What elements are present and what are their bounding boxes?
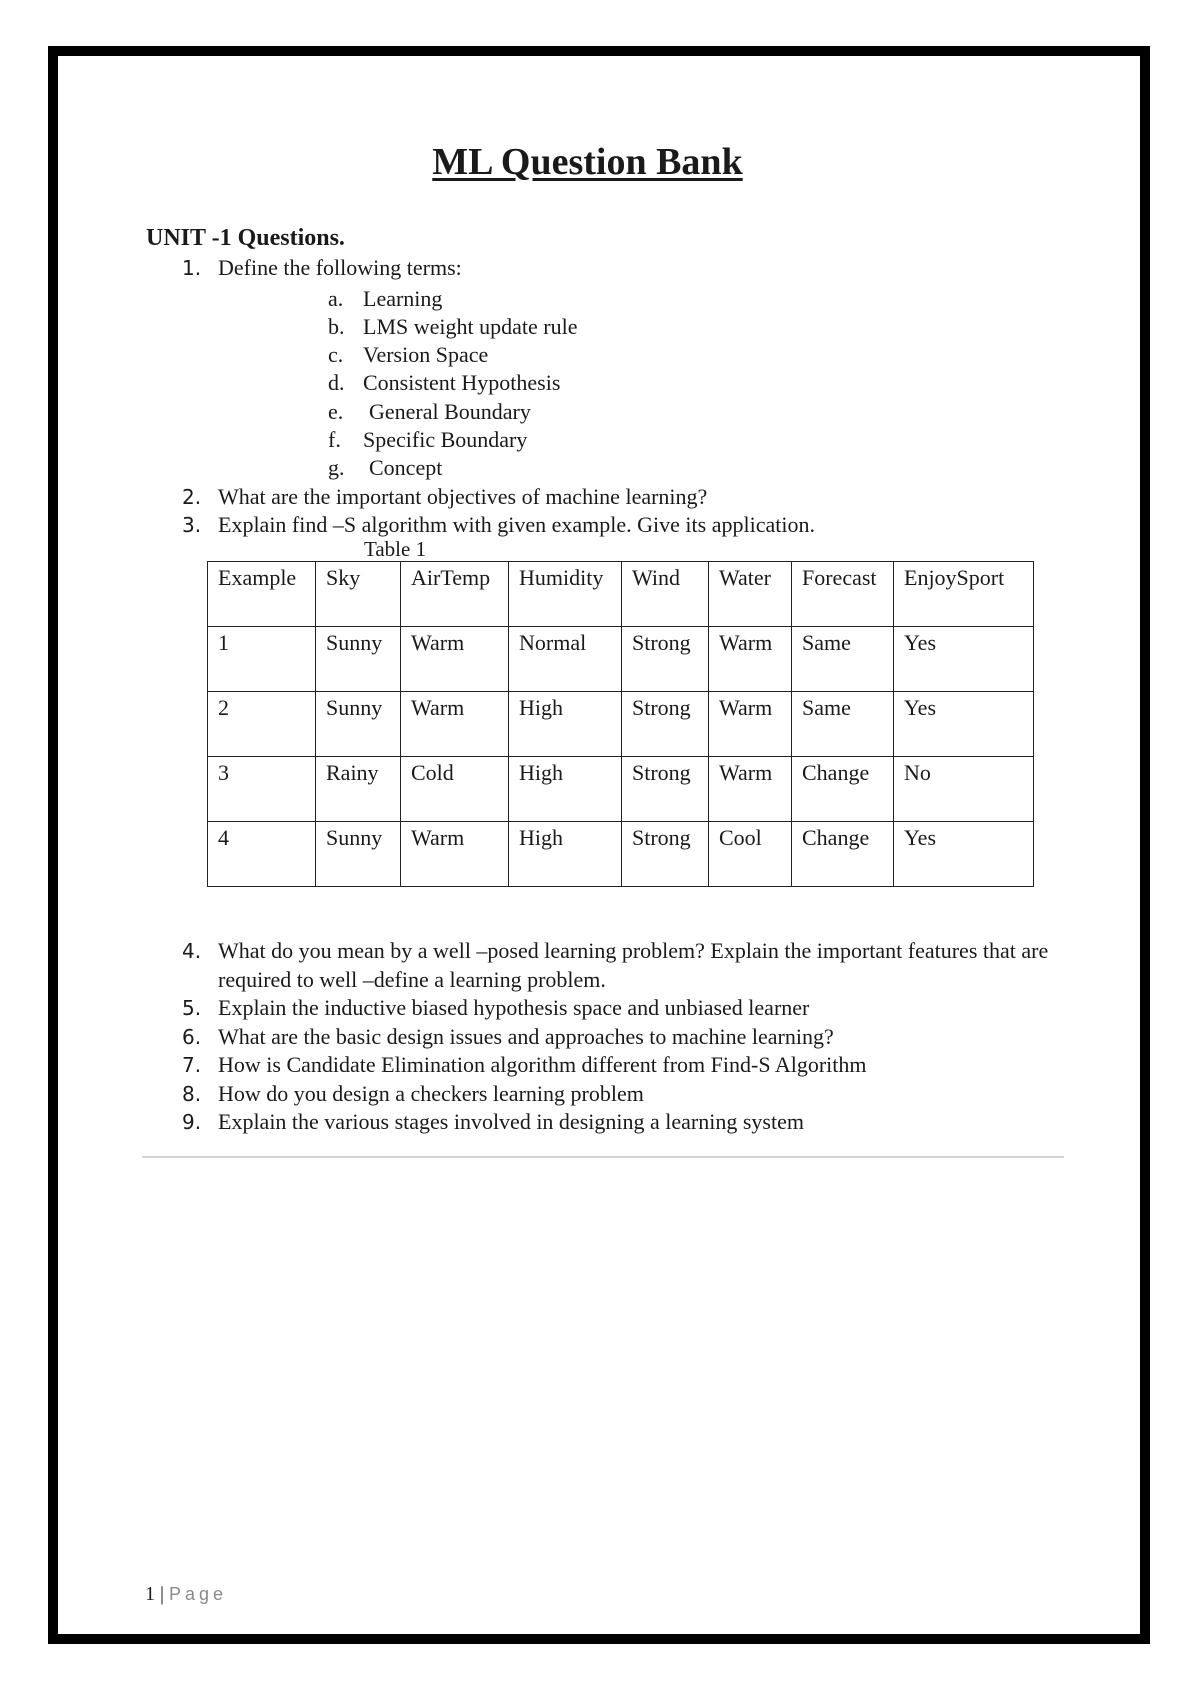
- table-header-cell: AirTemp: [401, 562, 509, 627]
- term-text: Version Space: [363, 342, 489, 368]
- term-letter: g.: [328, 455, 345, 481]
- term-letter: f.: [328, 426, 341, 452]
- table-cell: Cold: [401, 757, 509, 822]
- table-cell: Strong: [622, 822, 709, 887]
- table-cell: Normal: [509, 627, 622, 692]
- table-cell: 2: [208, 692, 316, 757]
- question-item: [146, 1080, 1066, 1109]
- table-header-cell: Forecast: [792, 562, 894, 627]
- question-number: 5.: [182, 996, 202, 1020]
- term-text: Learning: [363, 285, 443, 311]
- term-item: [218, 369, 1066, 397]
- term-item: [218, 285, 1066, 313]
- page-title: ML Question Bank: [432, 141, 743, 183]
- table-row: [208, 627, 1034, 692]
- term-text: Specific Boundary: [363, 426, 528, 452]
- question-text: Explain find –S algorithm with given example. Give its application.: [218, 512, 815, 538]
- term-item: [218, 313, 1066, 341]
- table-header-cell: Example: [208, 562, 316, 627]
- question-list-top: [146, 254, 1066, 540]
- table-cell: Rainy: [316, 757, 401, 822]
- table-cell: Same: [792, 692, 894, 757]
- question-text: What do you mean by a well –posed learning problem? Explain the important features that are required to well –define a learning problem.: [218, 938, 1049, 992]
- section-divider: [142, 1156, 1064, 1158]
- table-caption: Table 1: [364, 537, 427, 561]
- footer-separator: |: [160, 1583, 165, 1605]
- question-number: 4.: [182, 939, 202, 963]
- question-text: What are the important objectives of machine learning?: [218, 483, 708, 509]
- table-cell: 1: [208, 627, 316, 692]
- table-cell: Change: [792, 757, 894, 822]
- term-letter: b.: [328, 313, 345, 339]
- table-cell: Warm: [709, 692, 792, 757]
- question-text: Explain the various stages involved in designing a learning system: [218, 1109, 804, 1134]
- question-number: 8.: [182, 1081, 202, 1106]
- term-text: Concept: [369, 455, 443, 481]
- table-header-cell: Humidity: [509, 562, 622, 627]
- term-text: LMS weight update rule: [363, 313, 578, 339]
- term-item: [218, 341, 1066, 369]
- table-header-cell: Water: [709, 562, 792, 627]
- question-number: 1.: [182, 256, 202, 280]
- question-number: 6.: [182, 1024, 202, 1049]
- table-cell: Yes: [894, 692, 1034, 757]
- question-item: [146, 483, 1066, 512]
- table-cell: Warm: [709, 627, 792, 692]
- table-row: [208, 757, 1034, 822]
- unit-heading: UNIT -1 Questions.: [146, 225, 345, 251]
- table-row: [208, 822, 1034, 887]
- question-item: [146, 1108, 1066, 1137]
- page-footer: [145, 1583, 227, 1606]
- table-cell: Strong: [622, 627, 709, 692]
- question-text: Explain the inductive biased hypothesis space and unbiased learner: [218, 995, 810, 1020]
- table-cell: Sunny: [316, 627, 401, 692]
- question-number: 3.: [182, 513, 202, 538]
- question-item: [146, 254, 1066, 483]
- table-cell: 4: [208, 822, 316, 887]
- training-examples-table: [207, 561, 1034, 887]
- term-text: General Boundary: [369, 398, 531, 424]
- question-item: [146, 937, 1066, 994]
- table-cell: Sunny: [316, 822, 401, 887]
- term-item: [218, 398, 1066, 426]
- table-cell: High: [509, 822, 622, 887]
- term-text: Consistent Hypothesis: [363, 370, 561, 396]
- term-letter: e.: [328, 398, 344, 424]
- table-cell: High: [509, 757, 622, 822]
- table-cell: Warm: [709, 757, 792, 822]
- question-number: 7.: [182, 1053, 202, 1077]
- table-cell: Sunny: [316, 692, 401, 757]
- question-list-bottom: [146, 937, 1066, 1137]
- term-item: [218, 426, 1066, 454]
- table-cell: Warm: [401, 627, 509, 692]
- term-item: [218, 454, 1066, 482]
- term-list: [218, 285, 1066, 483]
- term-letter: a.: [328, 285, 344, 311]
- table-cell: Change: [792, 822, 894, 887]
- table-cell: Strong: [622, 757, 709, 822]
- question-item: [146, 1051, 1066, 1080]
- question-text: What are the basic design issues and approaches to machine learning?: [218, 1023, 834, 1049]
- table-cell: Yes: [894, 627, 1034, 692]
- question-text: Define the following terms:: [218, 255, 462, 280]
- table-cell: Warm: [401, 822, 509, 887]
- question-text: How is Candidate Elimination algorithm different from Find-S Algorithm: [218, 1052, 867, 1077]
- table-cell: No: [894, 757, 1034, 822]
- table-header-cell: EnjoySport: [894, 562, 1034, 627]
- table-header-cell: Sky: [316, 562, 401, 627]
- table-header-row: [208, 562, 1034, 627]
- table-header-cell: Wind: [622, 562, 709, 627]
- question-text: How do you design a checkers learning problem: [218, 1080, 644, 1106]
- table-cell: Cool: [709, 822, 792, 887]
- question-number: 9.: [182, 1110, 202, 1134]
- table-row: [208, 692, 1034, 757]
- table-cell: Same: [792, 627, 894, 692]
- table-cell: Warm: [401, 692, 509, 757]
- table-cell: High: [509, 692, 622, 757]
- table-cell: Yes: [894, 822, 1034, 887]
- page-number: 1: [145, 1583, 155, 1605]
- question-number: 2.: [182, 484, 202, 509]
- question-item: [146, 994, 1066, 1023]
- table-cell: Strong: [622, 692, 709, 757]
- footer-page-label: Page: [169, 1584, 228, 1604]
- term-letter: c.: [328, 342, 344, 368]
- question-item: [146, 1023, 1066, 1052]
- term-letter: d.: [328, 370, 345, 396]
- question-item: [146, 511, 1066, 540]
- table-cell: 3: [208, 757, 316, 822]
